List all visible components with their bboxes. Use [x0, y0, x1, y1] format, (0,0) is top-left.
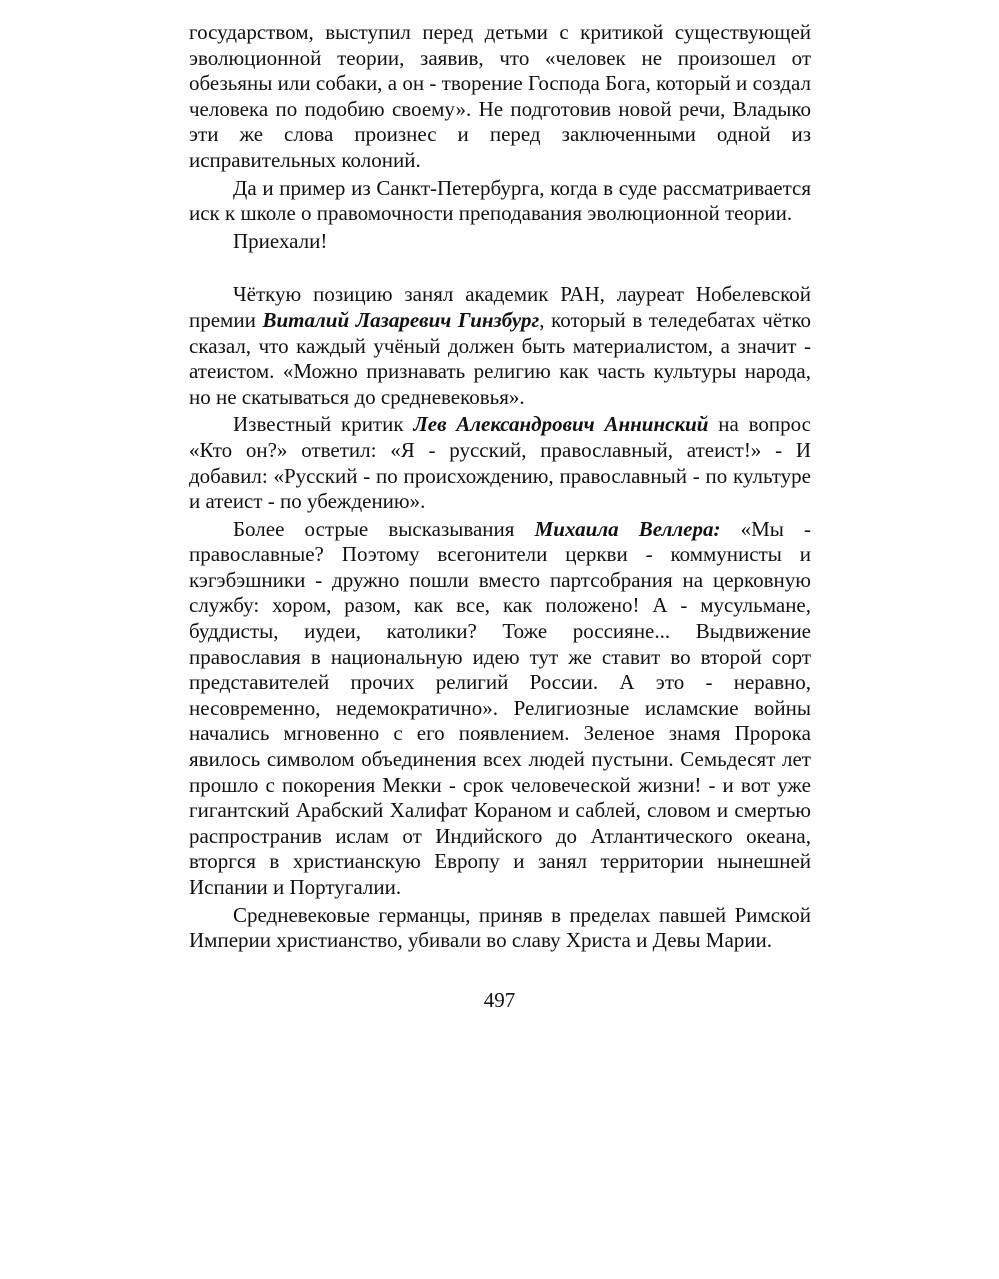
paragraph-text-after: на вопрос «Кто он?» ответил: «Я - русский, православный, атеист!» - И добавил: «Русский - по происхождению, православный - по культуре и атеист - по убеждению». — [189, 412, 811, 514]
paragraph-veller — [189, 517, 811, 901]
paragraph-ginzburg — [189, 282, 811, 410]
person-name-ginzburg: Виталий Лазаревич Гинзбург — [262, 307, 540, 332]
paragraph-germans: Средневековые германцы, приняв в пределах павшей Римской Империи христианство, убивали во славу Христа и Девы Марии. — [189, 902, 811, 953]
paragraph-st-petersburg: Да и пример из Санкт-Петербурга, когда в суде рассматривается иск к школе о правомочности преподавания эволюционной теории. — [189, 175, 811, 226]
paragraph-anninsky — [189, 412, 811, 514]
paragraph-text-before: Более острые высказывания — [233, 516, 535, 541]
paragraph-text-before: Чёткую позицию занял академик РАН, лауреат Нобелевской премии — [189, 282, 811, 332]
paragraph-text-before: Известный критик — [233, 412, 414, 437]
paragraph-text-after: , который в теледебатах чётко сказал, что каждый учёный должен быть материалистом, а значит - атеистом. «Можно признавать религию как часть культуры народа, но не скатываться до средневековья». — [189, 307, 811, 409]
paragraph-continuation: государством, выступил перед детьми с критикой существующей эволюционной теории, заявив, что «человек не произошел от обезьяны или собаки, а он - творение Господа Бога, который и создал человека по подобию своему». Не подготовив новой речи, Владыко эти же слова произнес и перед заключенными одной из исправительных колоний. — [189, 20, 811, 172]
body-text — [189, 20, 811, 954]
page-number: 497 — [483, 988, 516, 1012]
paragraph-text-after: «Мы - православные? Поэтому всегонители церкви - коммунисты и кэгэбэшники - дружно пошли вместо партсобрания на церковную службу: хором, разом, как все, как положено! А - мусульмане, буддисты, иудеи, католики? Тоже россияне... Выдвижение православия в национальную идею тут же ставит во второй сорт представителей прочих религий России. А это - неравно, несовременно, недемократично». Религиозные исламские войны начались мгновенно с его появлением. Зеленое знамя Пророка явилось символом объединения всех людей пустыни. Семьдесят лет прошло с покорения Мекки - срок человеческой жизни! - и вот уже гигантский Арабский Халифат Кораном и саблей, словом и смертью распространив ислам от Индийского до Атлантического океана, вторгся в христианскую Европу и занял территории нынешней Испании и Португалии. — [189, 516, 811, 899]
person-name-anninsky: Лев Александрович Аннинский — [413, 412, 709, 437]
paragraph-gap — [189, 254, 811, 282]
paragraph-exclamation: Приехали! — [233, 228, 328, 253]
person-name-veller: Михаила Веллера: — [534, 516, 721, 541]
